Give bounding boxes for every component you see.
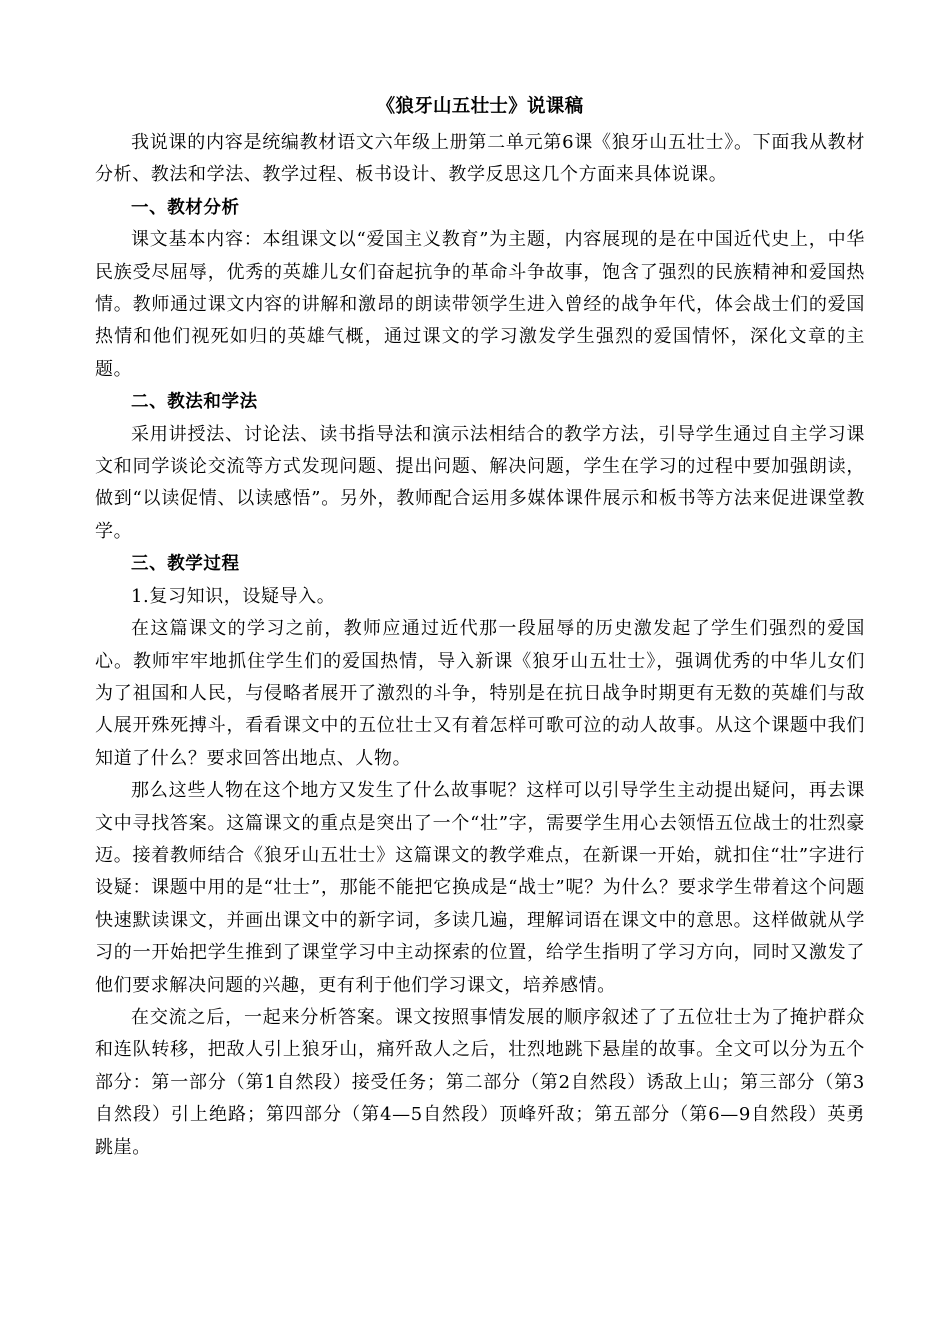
section-teaching-methods [95, 386, 865, 548]
paragraph: 在交流之后，一起来分析答案。课文按照事情发展的顺序叙述了了五位壮士为了掩护群众和连队转移，把敌人引上狼牙山，痛歼敌人之后，壮烈地跳下悬崖的故事。全文可以分为五个部分：第一部分（第1自然段）接受任务；第二部分（第2自然段）诱敌上山；第三部分（第3自然段）引上绝路；第四部分（第4—5自然段）顶峰歼敌；第五部分（第6—9自然段）英勇跳崖。 [95, 1006, 865, 1158]
section-heading: 二、教法和学法 [131, 392, 258, 413]
paragraph: 那么这些人物在这个地方又发生了什么故事呢？这样可以引导学生主动提出疑问，再去课文中寻找答案。这篇课文的重点是突出了一个“壮”字，需要学生用心去领悟五位战士的壮烈豪迈。接着教师结合《狼牙山五壮士》这篇课文的教学难点，在新课一开始，就扣住“壮”字进行设疑：课题中用的是“壮士”，那能不能把它换成是“战士”呢？为什么？要求学生带着这个问题快速默读课文，并画出课文中的新字词，多读几遍，理解词语在课文中的意思。这样做就从学习的一开始把学生推到了课堂学习中主动探索的位置，给学生指明了学习方向，同时又激发了他们要求解决问题的兴趣，更有利于他们学习课文，培养感情。 [95, 780, 865, 996]
section-heading: 三、教学过程 [131, 554, 240, 575]
section-textbook-analysis [95, 192, 865, 386]
intro-paragraph: 我说课的内容是统编教材语文六年级上册第二单元第6课《狼牙山五壮士》。下面我从教材分析、教法和学法、教学过程、板书设计、教学反思这几个方面来具体说课。 [95, 132, 865, 186]
document-title: 《狼牙山五壮士》说课稿 [376, 96, 584, 117]
paragraph: 在这篇课文的学习之前，教师应通过近代那一段屈辱的历史激发起了学生们强烈的爱国心。教师牢牢地抓住学生们的爱国热情，导入新课《狼牙山五壮士》，强调优秀的中华儿女们为了祖国和人民，与侵略者展开了激烈的斗争，特别是在抗日战争时期更有无数的英雄们与敌人展开殊死搏斗，看看课文中的五位壮士又有着怎样可歌可泣的动人故事。从这个课题中我们知道了什么？要求回答出地点、人物。 [95, 618, 865, 769]
paragraph: 采用讲授法、讨论法、读书指导法和演示法相结合的教学方法，引导学生通过自主学习课文和同学谈论交流等方式发现问题、提出问题、解决问题，学生在学习的过程中要加强朗读，做到“以读促情、以读感悟”。另外，教师配合运用多媒体课件展示和板书等方法来促进课堂教学。 [95, 423, 865, 542]
paragraph: 课文基本内容：本组课文以“爱国主义教育”为主题，内容展现的是在中国近代史上，中华民族受尽屈辱，优秀的英雄儿女们奋起抗争的革命斗争故事，饱含了强烈的民族精神和爱国热情。教师通过课文内容的讲解和激昂的朗读带领学生进入曾经的战争年代，体会战士们的爱国热情和他们视死如归的英雄气概，通过课文的学习激发学生强烈的爱国情怀，深化文章的主题。 [95, 229, 865, 380]
document-page [95, 92, 865, 1164]
section-heading: 一、教材分析 [131, 197, 240, 218]
section-teaching-process [95, 548, 865, 1164]
paragraph: 1.复习知识，设疑导入。 [131, 585, 336, 607]
